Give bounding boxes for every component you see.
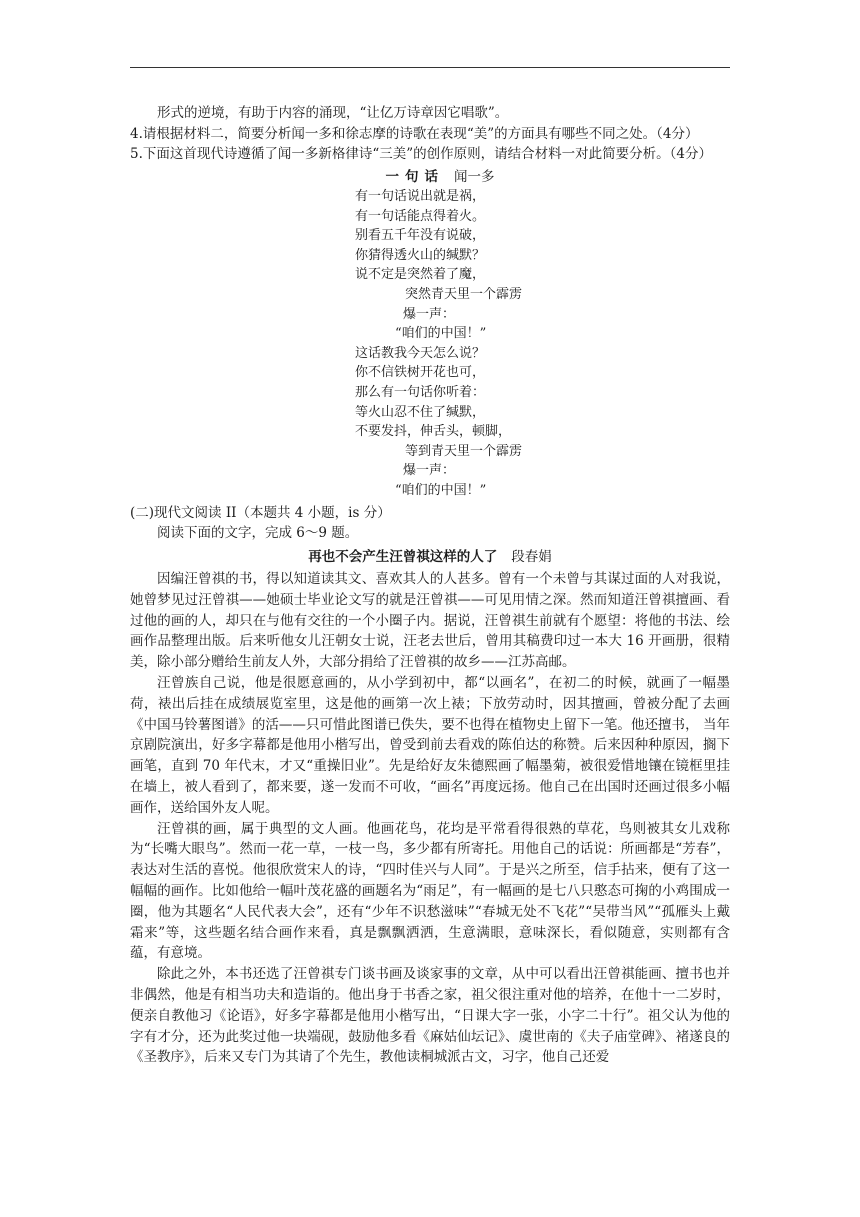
article-paragraph: 汪曾族自己说，他是很愿意画的，从小学到初中，都“以画名”，在初二的时候，就画了一幅墨荷，裱出后挂在成绩展览室里，这是他的画第一次上裱；下放劳动时，因其擅画，曾被分配了去画 《中国马铃薯图谱》的活——只可惜此图谱已佚失，要不也得在植物史上留下一笔。他还擅书， 当年京剧院演出，好多字幕都是他用小楷写出，曾受到前去看戏的陈伯达的称赞。后来因种种原因，搁下画笔，直到 70 年代末，才又“重操旧业”。先是给好友朱德熙画了幅墨菊，被很爱惜地镶在镜框里挂在墙上，被人看到了，都来要，遂一发而不可收，“画名”再度远扬。他自己在出国时还画过很多小幅画作，送给国外友人呢。 xyxy=(130,674,730,816)
poem-line: 这话教我今天怎么说？ xyxy=(355,345,486,361)
poem-title: 一句话 xyxy=(385,168,444,185)
article-title: 再也不会产生汪曾祺这样的人了 xyxy=(308,548,498,565)
article-author: 段春娟 xyxy=(511,548,552,565)
poem-line: 别看五千年没有说破， xyxy=(355,228,486,244)
poem-line: 有一句话说出就是祸， xyxy=(355,189,486,204)
poem-body xyxy=(130,187,730,501)
poem-line: 你不信铁树开花也可， xyxy=(355,365,486,381)
poem-line: 爆一声： xyxy=(403,306,456,322)
poem-line: 突然青天里一个霹雳 xyxy=(405,286,523,302)
poem-line: 爆一声： xyxy=(403,463,456,479)
poem-line: 不要发抖，伸舌头，顿脚， xyxy=(355,424,512,440)
question-4: 4.请根据材料二，简要分析闻一多和徐志摩的诗歌在表现“美”的方面具有哪些不同之处。（4分） xyxy=(130,125,699,142)
poem-line: 有一句话能点得着火。 xyxy=(355,208,486,224)
page-content xyxy=(130,103,730,1068)
text-line: 形式的逆境，有助于内容的涌现，“让亿万诗章因它唱歌”。 xyxy=(157,105,509,121)
poem-line: 那么有一句话你听着： xyxy=(355,384,486,400)
article-paragraph: 因编汪曾祺的书，得以知道读其文、喜欢其人的人甚多。曾有一个未曾与其谋过面的人对我说，她曾梦见过汪曾祺——她硕士毕业论文写的就是汪曾祺——可见用情之深。然而知道汪曾祺擅画、看过他的画的人，却只在与他有交往的一个小圈子内。据说，汪曾祺生前就有个愿望：将他的书法、绘画作品整理出版。后来听他女儿汪朝女士说，汪老去世后，曾用其稿费印过一本大 16 开画册，很精美，除小部分赠给生前友人外，大部分捐给了汪曾祺的故乡——江苏高邮。 xyxy=(130,571,730,671)
poem-line: 你猜得透火山的缄默？ xyxy=(355,247,486,263)
poem-line: 等到青天里一个霹雳 xyxy=(405,443,523,459)
poem-author: 闻一多 xyxy=(454,168,495,185)
question-5: 5.下面这首现代诗遵循了闻一多新格律诗“三美”的创作原则，请结合材料一对此简要分析。（4分） xyxy=(130,146,713,162)
section-heading: (二)现代文阅读 II（本题共 4 小题，is 分） xyxy=(130,504,391,521)
poem-heading xyxy=(130,167,730,188)
poem-line: 等火山忍不住了缄默， xyxy=(355,404,486,420)
article-heading xyxy=(130,547,730,568)
poem-line: “咱们的中国！” xyxy=(395,326,487,342)
header-rule xyxy=(130,67,730,68)
section-instruction: 阅读下面的文字，完成 6〜9 题。 xyxy=(157,525,359,541)
article-paragraph: 除此之外，本书还选了汪曾祺专门谈书画及谈家事的文章，从中可以看出汪曾祺能画、擅书也并非偶然，他是有相当功夫和造诣的。他出身于书香之家，祖父很注重对他的培养，在他十一二岁时，便亲自教他习《论语》，好多字幕都是他用小楷写出，“日课大字一张，小字二十行”。祖父认为他的字有才分，还为此奖过他一块端砚，鼓励他多看《麻姑仙坛记》、虞世南的《夫子庙堂碑》、褚遂良的《圣教序》，后来又专门为其请了个先生，教他读桐城派古文，习字，他自己还爱 xyxy=(130,966,730,1066)
poem-line: “咱们的中国！” xyxy=(395,482,487,498)
poem-line: 说不定是突然着了魔， xyxy=(355,267,486,283)
article-paragraph: 汪曾祺的画，属于典型的文人画。他画花鸟，花均是平常看得很熟的草花，鸟则被其女儿戏称为“长嘴大眼鸟”。然而一花一草，一枝一鸟，多少都有所寄托。用他自己的话说：所画都是“芳春”，表达对生活的喜悦。他很欣赏宋人的诗，“四时佳兴与人同”。于是兴之所至，信手拈来，便有了这一幅幅的画作。比如他给一幅叶茂花盛的画题名为“雨足”，有一幅画的是七八只憨态可掬的小鸡围成一圈，他为其题名“人民代表大会”，还有“少年不识愁滋味”“春城无处不飞花”“吴带当风”“孤雁头上戴霜来”等，这些题名结合画作来看，真是飘飘洒洒，生意满眼，意味深长，看似随意，实则都有含蕴，有意境。 xyxy=(130,820,730,962)
